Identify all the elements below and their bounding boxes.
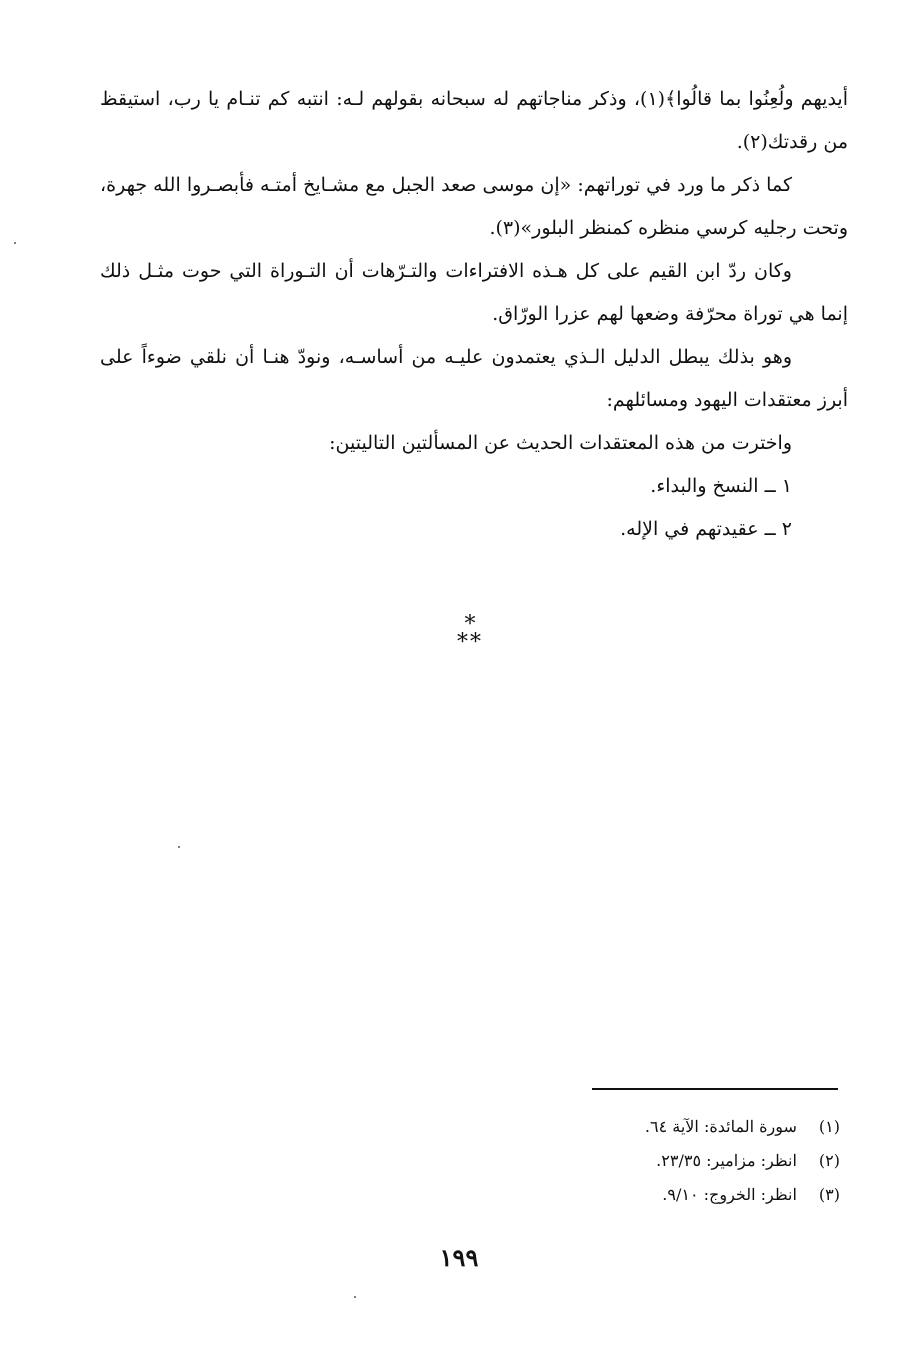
main-text [100, 78, 848, 551]
paragraph-3: وكان ردّ ابن القيم على كل هـذه الافتراءات والتـرّهات أن التـوراة التي حوت مثـل ذلك إنما هي توراة محرّفة وضعها لهم عزرا الورّاق. [100, 260, 848, 325]
list-item-1: ١ ــ النسخ والبداء. [650, 475, 792, 497]
footnote-number: (٣) [818, 1185, 840, 1204]
scan-speck [178, 846, 180, 848]
footnotes [400, 1110, 840, 1212]
footnote-text: انظر: الخروج: ٩/١٠. [662, 1185, 797, 1204]
paragraph-1: أيديهم ولُعِنُوا بما قالُوا﴾(١)، وذكر مناجاتهم له سبحانه بقولهم لـه: انتبه كم تنـام يا رب، استيقظ من رقدتك(٢). [100, 88, 848, 153]
page-number: ١٩٩ [439, 1243, 479, 1272]
separator-bottom-asterisks: ** [457, 630, 483, 655]
list-intro: واخترت من هذه المعتقدات الحديث عن المسألتين التاليتين: [329, 432, 792, 454]
footnote-1 [400, 1110, 840, 1144]
scan-speck [354, 1296, 356, 1298]
footnote-2 [400, 1144, 840, 1178]
list-item-2: ٢ ــ عقيدتهم في الإله. [620, 518, 792, 540]
footnote-divider [592, 1088, 838, 1090]
footnote-text: انظر: مزامير: ٢٣/٣٥. [656, 1151, 797, 1170]
paragraph-2: كما ذكر ما ورد في توراتهم: «إن موسى صعد الجبل مع مشـايخ أمتـه فأبصـروا الله جهرة، وتحت رجليه كرسي منظره كمنظر البلور»(٣). [100, 174, 848, 239]
scan-speck [14, 242, 16, 244]
footnote-number: (٢) [818, 1151, 840, 1170]
separator-top-asterisk: * [464, 612, 476, 637]
footnote-text: سورة المائدة: الآية ٦٤. [644, 1117, 797, 1136]
section-separator-asterisks [440, 612, 500, 655]
footnote-3 [400, 1178, 840, 1212]
footnote-number: (١) [818, 1117, 840, 1136]
paragraph-4: وهو بذلك يبطل الدليل الـذي يعتمدون عليـه من أساسـه، ونودّ هنـا أن نلقي ضوءاً على أبرز معتقدات اليهود ومسائلهم: [100, 346, 848, 411]
